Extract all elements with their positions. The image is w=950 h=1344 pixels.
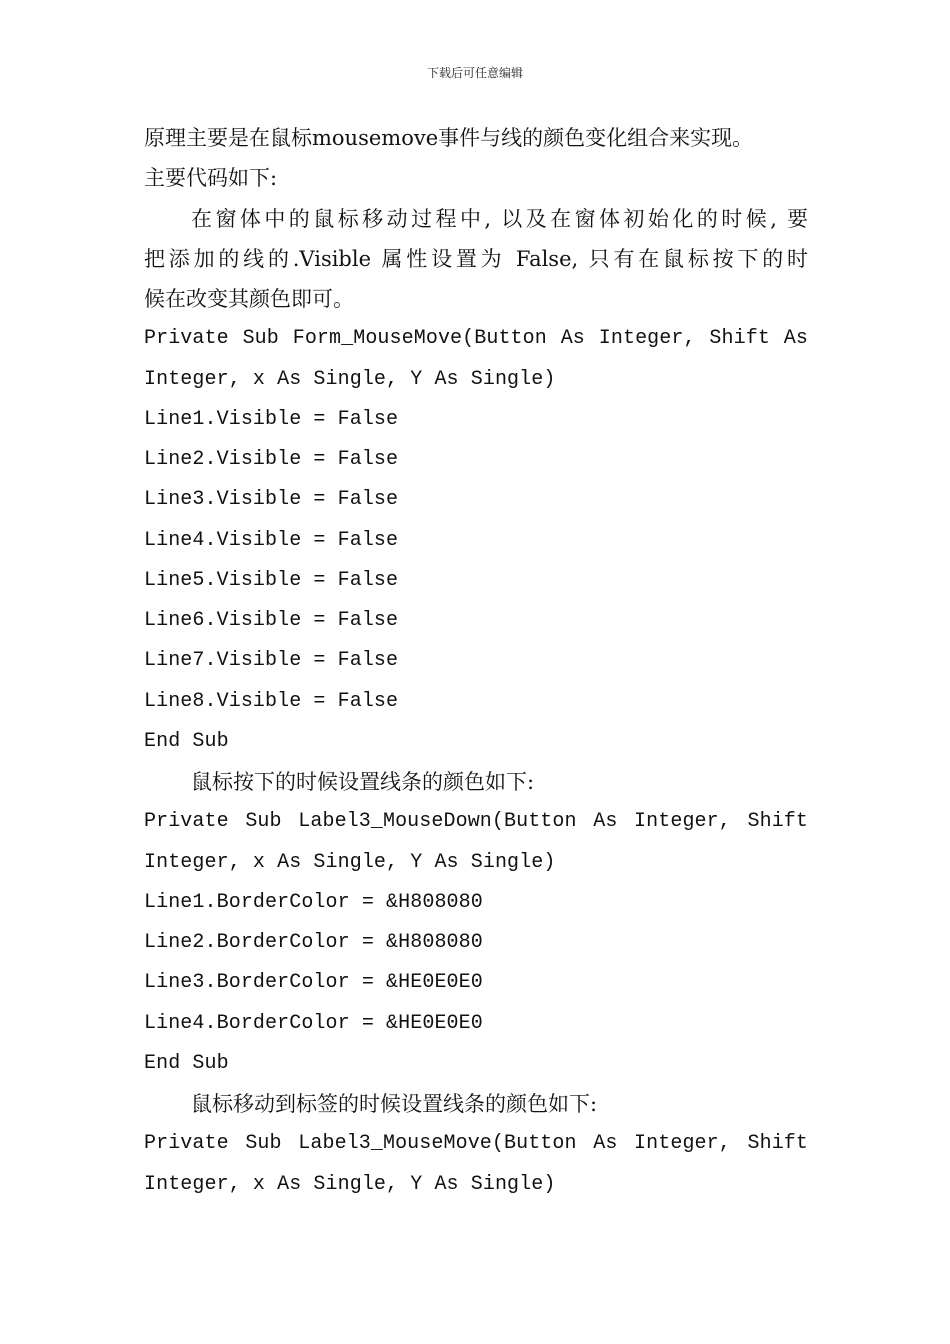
paragraph-line: 在窗体中的鼠标移动过程中, 以及在窗体初始化的时候, 要: [191, 206, 808, 231]
code-line: Integer, x As Single, Y As Single): [144, 367, 556, 391]
code-line: Line8.Visible = False: [144, 689, 399, 713]
section-heading: 鼠标按下的时候设置线条的颜色如下:: [191, 770, 535, 794]
code-line: Line6.Visible = False: [144, 609, 399, 632]
code-line: End Sub: [144, 1051, 229, 1075]
code-intro-label: 主要代码如下:: [144, 166, 278, 191]
code-line: Line2.BorderColor = &H808080: [144, 931, 483, 954]
code-line: Private Sub Label3_MouseDown(Button As Integer, Shift: [144, 810, 808, 834]
code-line: End Sub: [144, 729, 229, 753]
code-line: Private Sub Form_MouseMove(Button As Integer, Shift As: [144, 327, 808, 351]
section-heading: 鼠标移动到标签的时候设置线条的颜色如下:: [191, 1092, 598, 1116]
code-line: Line5.Visible = False: [144, 568, 399, 592]
intro-paragraph: 原理主要是在鼠标mousemove事件与线的颜色变化组合来实现。: [144, 126, 754, 150]
code-line: Integer, x As Single, Y As Single): [144, 1172, 556, 1196]
code-line: Private Sub Label3_MouseMove(Button As Integer, Shift: [144, 1132, 808, 1156]
code-line: Line2.Visible = False: [144, 448, 399, 471]
paragraph-line: 候在改变其颜色即可。: [144, 287, 354, 311]
code-line: Line3.Visible = False: [144, 488, 399, 512]
code-line: Integer, x As Single, Y As Single): [144, 850, 556, 874]
code-line: Line4.Visible = False: [144, 528, 399, 552]
code-line: Line4.BorderColor = &HE0E0E0: [144, 1011, 483, 1035]
document-body: [144, 118, 808, 1205]
code-line: Line7.Visible = False: [144, 649, 399, 673]
header-note: 下载后可任意编辑: [426, 66, 523, 80]
code-line: Line3.BorderColor = &HE0E0E0: [144, 971, 483, 995]
paragraph-line: 把添加的线的.Visible 属性设置为 False, 只有在鼠标按下的时: [144, 246, 808, 271]
code-line: Line1.Visible = False: [144, 407, 399, 431]
code-line: Line1.BorderColor = &H808080: [144, 890, 483, 914]
